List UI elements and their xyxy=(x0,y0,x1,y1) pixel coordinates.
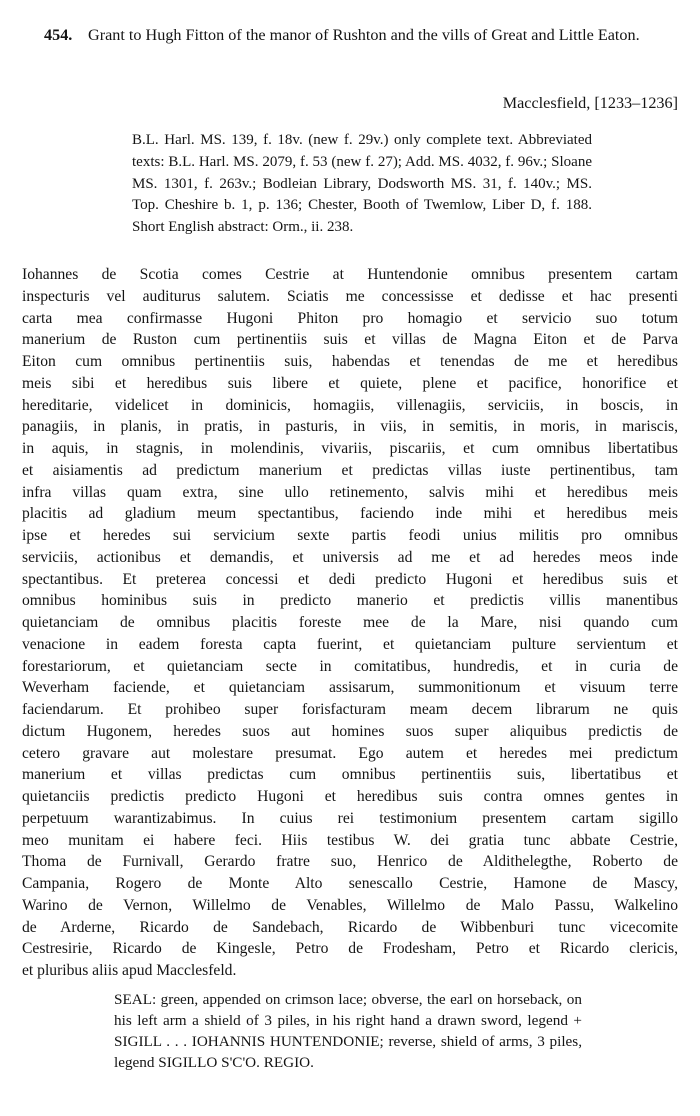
charter-line: carta mea confirmasse Hugoni Phiton pro homagio et servicio suo totum xyxy=(22,309,678,327)
charter-line: et pluribus aliis apud Macclesfeld. xyxy=(22,962,237,979)
charter-line: faciendarum. Et prohibeo super forisfacturam meam decem librarum ne quis xyxy=(22,701,678,718)
charter-line: venacione in eadem foresta capta fuerint, et quietanciam pulture servientum et xyxy=(22,635,678,653)
charter-line: Iohannes de Scotia comes Cestrie at Huntendonie omnibus presentem cartam xyxy=(22,266,678,283)
charter-line: panagiis, in planis, in pratis, in pasturis, in viis, in semitis, in moris, in mariscis, xyxy=(22,418,678,436)
charter-line: infra villas quam extra, sine ullo retinemento, salvis mihi et heredibus meis xyxy=(22,483,678,501)
charter-line: Thoma de Furnivall, Gerardo fratre suo, Henrico de Aldithelegthe, Roberto de xyxy=(22,853,678,871)
charter-line: ipse et heredes sui servicium sexte partis feodi unius militis pro omnibus xyxy=(22,527,678,544)
charter-line: Cestresirie, Ricardo de Kingesle, Petro de Frodesham, Petro et Ricardo clericis, xyxy=(22,940,678,958)
entry-number: 454. xyxy=(44,26,73,44)
entry-title: Grant to Hugh Fitton of the manor of Rushton and the vills of Great and Little Eaton. xyxy=(88,26,640,44)
charter-line: et aisiamentis ad predictum manerium et predictas villas iuste pertinentibus, tam xyxy=(22,461,678,479)
charter-text xyxy=(22,264,678,982)
seal-description: SEAL: green, appended on crimson lace; obverse, the earl on horseback, on his left arm a shield of 3 piles, in his right hand a drawn sword, legend + SIGILL . . . IOHANNIS HUNTENDONIE; reverse, shield of arms, 3 piles, legend SIGILLO S'C'O. REGIO. xyxy=(114,991,582,1071)
charter-line: quietanciam de omnibus placitis foreste mee de la Mare, nisi quando cum xyxy=(22,614,678,631)
charter-line: inspecturis vel auditurus salutem. Sciatis me concessisse et dedisse et hac presenti xyxy=(22,287,678,305)
charter-line: serviciis, actionibus et demandis, et universis ad me et ad heredes meos inde xyxy=(22,548,678,566)
charter-line: Warino de Vernon, Willelmo de Venables, Willelmo de Malo Passu, Walkelino xyxy=(22,896,678,914)
charter-line: in aquis, in stagnis, in molendinis, vivariis, piscariis, et cum omnibus libertatibus xyxy=(22,440,678,457)
charter-line: manerium et villas predictas cum omnibus pertinentiis suis, libertatibus et xyxy=(22,766,678,784)
charter-line: de Arderne, Ricardo de Sandebach, Ricardo de Wibbenburi tunc vicecomite xyxy=(22,918,678,936)
charter-line: spectantibus. Et preterea concessi et dedi predicto Hugoni et heredibus suis et xyxy=(22,570,678,588)
charter-line: Eiton cum omnibus pertinentiis suis, habendas et tenendas de me et heredibus xyxy=(22,353,678,370)
charter-line: hereditarie, videlicet in dominicis, homagiis, villenagiis, serviciis, in boscis, in xyxy=(22,396,678,414)
charter-line: Campania, Rogero de Monte Alto senescallo Cestrie, Hamone de Mascy, xyxy=(22,875,678,892)
charter-line: dictum Hugonem, heredes suos aut homines suos super aliquibus predictis de xyxy=(22,722,678,740)
manuscript-sources-note: B.L. Harl. MS. 139, f. 18v. (new f. 29v.) only complete text. Abbreviated texts: B.L. Harl. MS. 2079, f. 53 (new f. 27); Add. MS. 4032, f. 96v.; Sloane MS. 1301, f. 263v.; Bodleian Library, Dodsworth MS. 31, f. 140v.; MS. Top. Cheshire b. 1, p. 136; Chester, Booth of Twemlow, Liber D, f. 188. Short English abstract: Orm., ii. 238. xyxy=(132,132,592,236)
charter-line: manerium de Ruston cum pertinentiis suis et villas de Magna Eiton et de Parva xyxy=(22,331,678,349)
charter-line: perpetuum warantizabimus. In cuius rei testimonium presentem cartam sigillo xyxy=(22,809,678,827)
charter-line: quietanciis predictis predicto Hugoni et heredibus suis contra omnes gentes in xyxy=(22,788,678,805)
charter-line: forestariorum, et quietanciam secte in comitatibus, hundredis, et in curia de xyxy=(22,657,678,675)
charter-line: placitis ad gladium meum spectantibus, faciendo inde mihi et heredibus meis xyxy=(22,505,678,523)
charter-line: cetero gravare aut molestare presumat. Ego autem et heredes mei predictum xyxy=(22,744,678,762)
charter-line: meo munitam ei habere feci. Hiis testibus W. dei gratia tunc abbate Cestrie, xyxy=(22,831,678,849)
charter-line: meis sibi et heredibus suis libere et quiete, plene et pacifice, honorifice et xyxy=(22,374,678,392)
charter-line: omnibus hominibus suis in predicto manerio et predictis villis manentibus xyxy=(22,592,678,610)
place-and-date: Macclesfield, [1233–1236] xyxy=(502,94,678,112)
charter-line: Weverham faciende, et quietanciam assisarum, summonitionum et visuum terre xyxy=(22,679,678,697)
